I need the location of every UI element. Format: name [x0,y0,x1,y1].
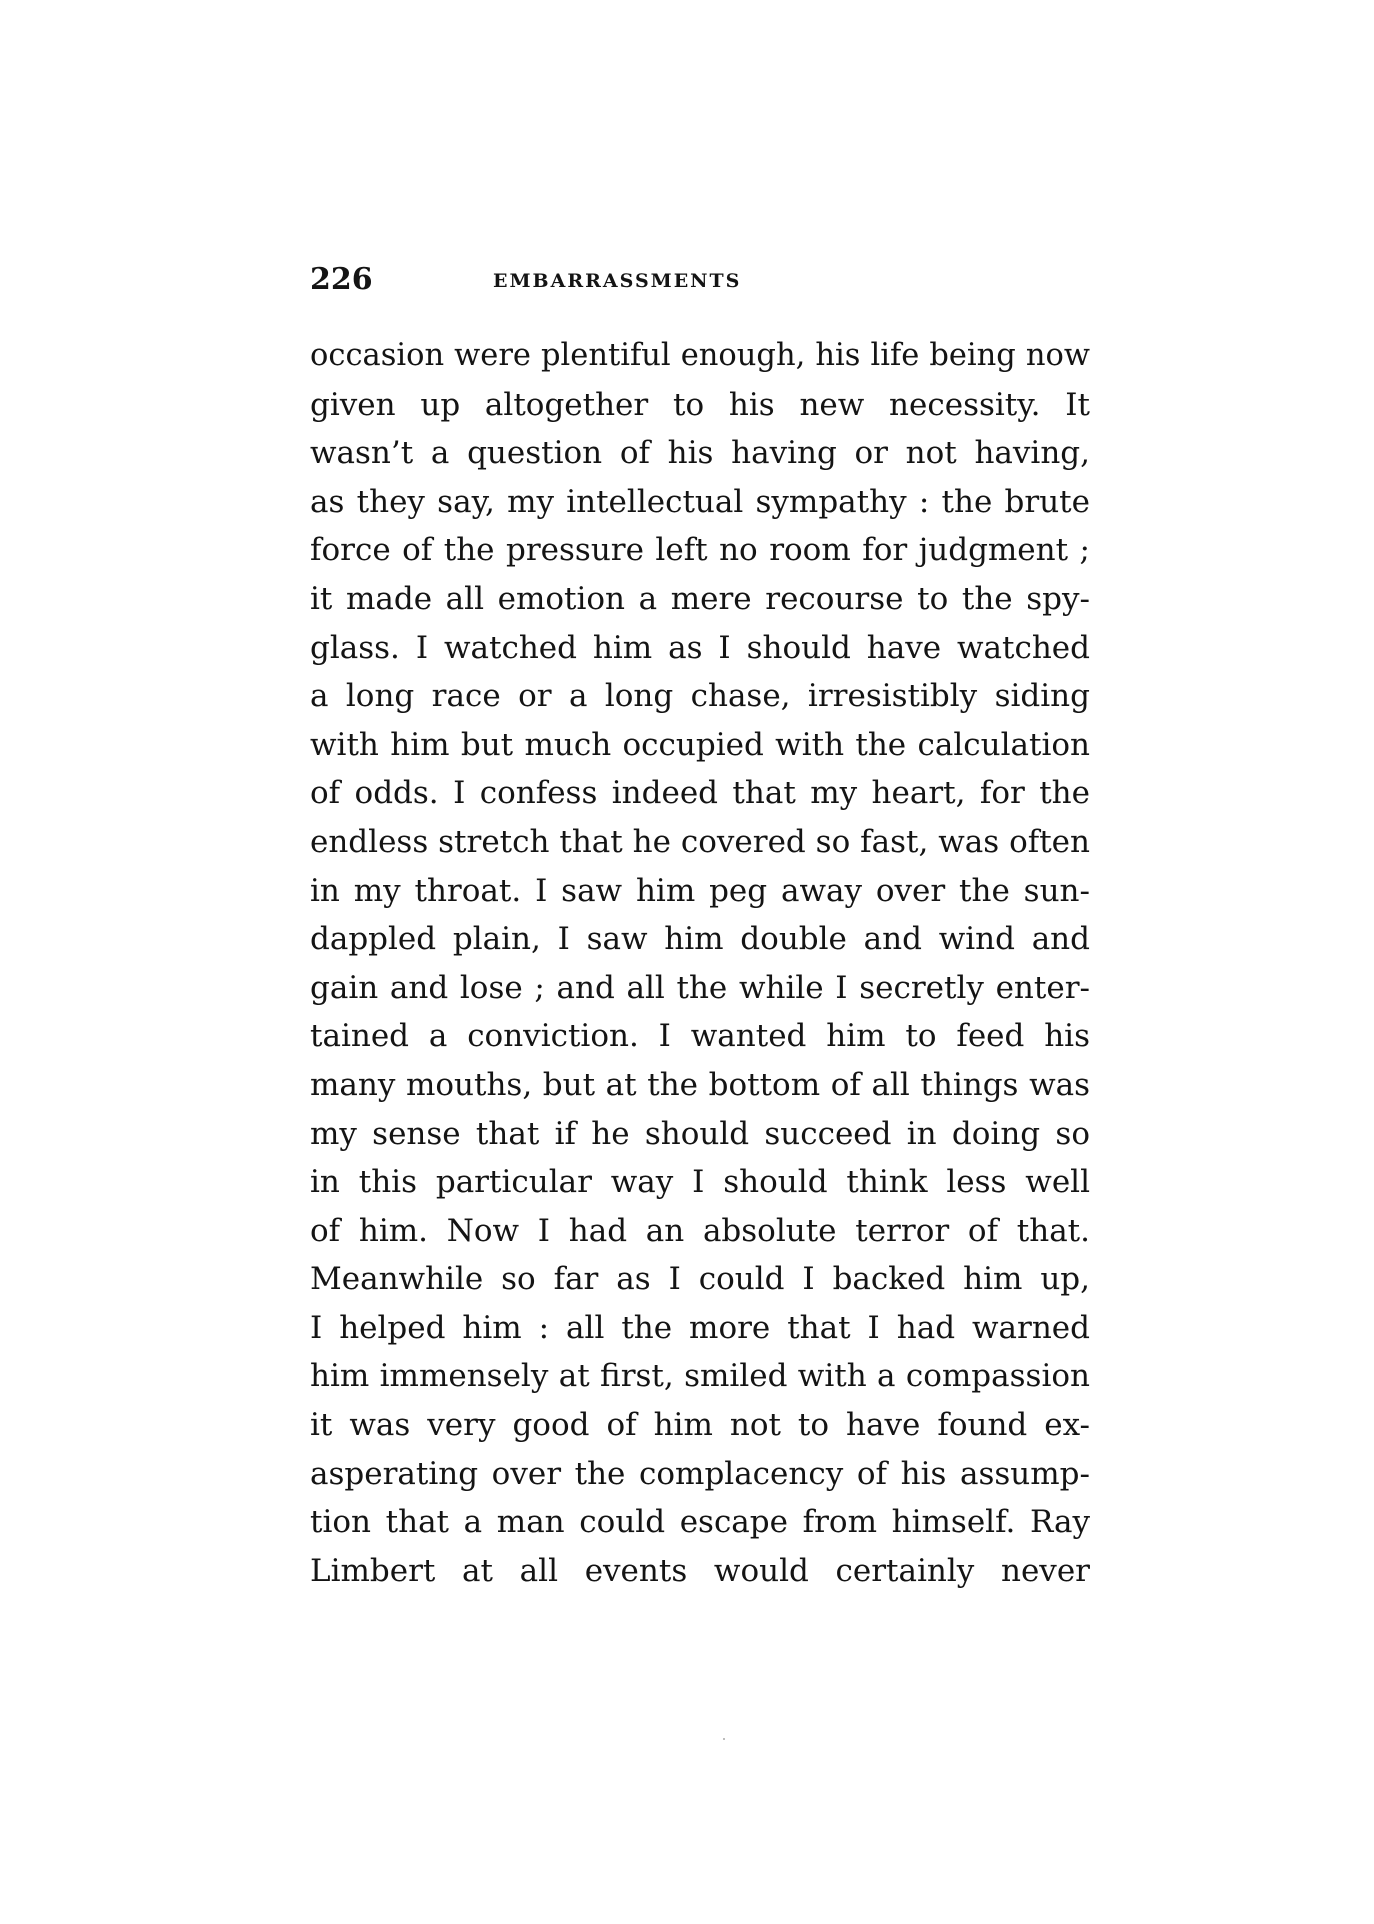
running-head: EMBARRASSMENTS [493,270,742,292]
text-line: wasn’t a question of his having or not having, [310,435,1090,472]
text-line: I helped him : all the more that I had warned [310,1309,1090,1346]
text-line: in my throat. I saw him peg away over the sun- [310,872,1090,909]
text-line: given up altogether to his new necessity. It [310,386,1090,423]
text-line: as they say, my intellectual sympathy : the brute [310,483,1090,520]
text-line: occasion were plentiful enough, his life being now [310,338,1090,373]
page-number: 226 [310,262,373,297]
text-line: endless stretch that he covered so fast, was often [310,823,1090,860]
text-line: it made all emotion a mere recourse to the spy- [310,580,1090,617]
text-line: Meanwhile so far as I could I backed him up, [310,1261,1090,1298]
text-line: gain and lose ; and all the while I secretly enter- [310,969,1090,1006]
text-line: it was very good of him not to have found ex- [310,1407,1090,1444]
body-text [310,332,1090,1595]
text-line: with him but much occupied with the calculation [310,726,1090,763]
page-header [310,262,1090,302]
text-line: dappled plain, I saw him double and wind and [310,921,1090,958]
text-line: Limbert at all events would certainly never [310,1552,1090,1589]
text-line: force of the pressure left no room for judgment ; [310,532,1090,569]
text-line: tained a conviction. I wanted him to feed his [310,1018,1090,1055]
text-line: a long race or a long chase, irresistibly siding [310,678,1090,715]
text-line: glass. I watched him as I should have watched [310,629,1090,666]
text-line: many mouths, but at the bottom of all things was [310,1066,1090,1103]
text-line: of him. Now I had an absolute terror of that. [310,1212,1090,1249]
text-line: in this particular way I should think less well [310,1164,1090,1201]
text-line: of odds. I confess indeed that my heart, for the [310,775,1090,812]
text-line: tion that a man could escape from himself. Ray [310,1504,1090,1541]
text-line: asperating over the complacency of his assump- [310,1455,1090,1492]
paper-speck [723,1738,725,1740]
text-line: him immensely at first, smiled with a compassion [310,1358,1090,1395]
text-line: my sense that if he should succeed in doing so [310,1115,1090,1152]
